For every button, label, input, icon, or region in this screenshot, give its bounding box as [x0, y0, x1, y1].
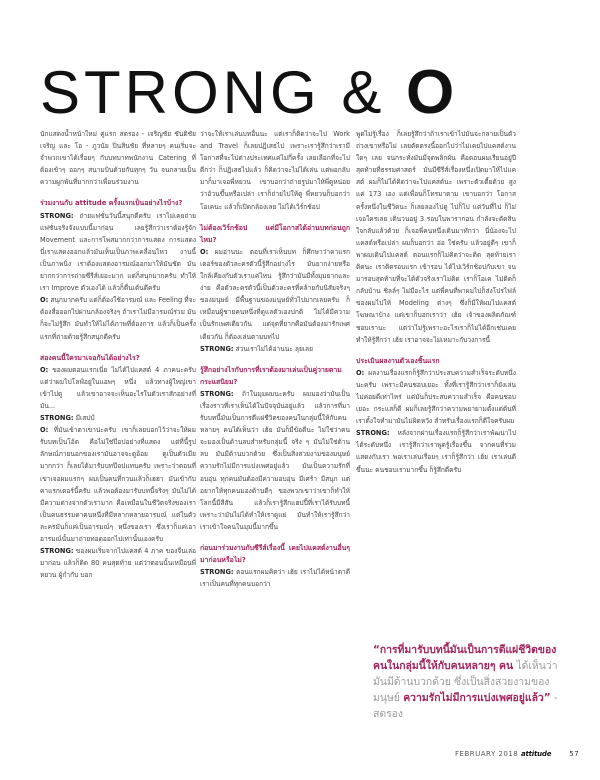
- interview-answer: [200, 566, 350, 590]
- interview-answer: [356, 367, 516, 427]
- interview-question: ร่วมงานกับ attitude ครั้งแรกเป็นอย่างไรบ้าง?: [40, 199, 183, 208]
- pull-quote-highlight-1: “การที่มารับบทนี้มันเป็นการตีแผ่ชีวิตของคนในกลุ่มนี้ให้กับคนหลายๆ คน: [373, 644, 557, 672]
- speaker-label: STRONG:: [40, 547, 74, 556]
- answer-text: ผลงานเรื่องแรกก็รู้สึกว่าประสบความสำเร็จระดับหนึ่งนะครับ เพราะมีคนชอบเยอะ ทั้งที่เรารู้สึกว่าเราก็ยังเล่นไม่ค่อยดีเท่าไหร่ แต่มันก็ประสบความสำเร็จ คือคนชอบเยอะ กระแสก็ดี ผมก็เลยรู้สึกว่าความพยายามตั้งแต่ต้นที่เราตั้งใจทำมามันไม่ผิดหวัง สำหรับเรื่องแรกก็ดีใจครับผม: [356, 368, 516, 426]
- magazine-logo: attitude: [520, 750, 552, 758]
- article-column-1: [40, 128, 196, 581]
- interview-answer: [200, 343, 350, 355]
- interview-question: ประเมินผลงานตัวเองชิ้นแรก: [356, 356, 440, 365]
- issue-date: FEBRUARY 2018: [455, 750, 521, 758]
- speaker-label: STRONG:: [356, 429, 390, 438]
- speaker-label: O:: [40, 365, 49, 374]
- interview-answer: [40, 545, 196, 581]
- interview-question: ไม่ต้องเวิร์กช้อป แต่มีโอกาสได้อ่านบทก่อนถูกไหม?: [200, 223, 350, 244]
- speaker-label: STRONG:: [200, 568, 234, 577]
- article-title: [40, 58, 459, 127]
- speaker-label: O:: [356, 368, 365, 377]
- pull-quote-highlight-2: ความรักไม่มีการแบ่งเพศอยู่แล้ว”: [403, 692, 551, 704]
- answer-text: ถ่ายแฟชั่นวันนี้สนุกดีครับ เราไม่เคยถ่ายแฟชั่นจริงจังแบบนี้มาก่อน เลยรู้สึกว่าเราต้องรู้จัก Movement และการโพสมากกว่าการแสดง การแสดงนี่เราแสดงออกแล้วมันเห็นเป็นภาพเคลื่อนไหว งานนี้เป็นภาพนิ่ง เราต้องแสดงอารมณ์ออกมาให้มันชัด มันยากกว่าการถ่ายซีรีส์เยอะมาก แต่ก็สนุกมากครับ ทำให้เรา Improve ตัวเองได้ แล้วก็ตื่นเต้นดีครับ: [40, 211, 196, 293]
- title-accent: O: [406, 58, 459, 127]
- speaker-label: O:: [40, 296, 49, 305]
- interview-question: ก่อนมาร่วมงานกับซีรีส์เรื่องนี้ เคยไปแคสต์งานอื่นๆ มาก่อนหรือไม่?: [200, 544, 350, 565]
- interview-answer: [40, 424, 196, 545]
- interview-answer: [200, 388, 350, 533]
- answer-text: ส่วนเราไม่ได้อ่านนะ ลุยเลย: [233, 344, 313, 353]
- speaker-label: O:: [200, 247, 209, 256]
- answer-text: มีเสปป์: [73, 414, 95, 423]
- article-column-3: [356, 128, 516, 476]
- answer-text: ของผมตอนแรกเนี่ย ไม่ได้ไปแคสต์ 4 ภาคนะครับ แต่ว่าผมไปโลฟ์อยู่ในแอพๆ หนึ่ง แล้วทางผู้ใหญ่เขาเข้าไปดู แล้วเขาอาจจะเห็นอะไรในตัวเราสักอย่างที่มัน...: [40, 365, 196, 410]
- intro-paragraph: นักแสดงน้ำหน้าใหม่ คู่แรก สตรอง - เจริญชัย ชันติชัยเจริญ และ โอ - ภูวนัย ปิ่นสินชัย ที่หลายๆ คนเริ่มจะจำพวกเขาได้เรื่อยๆ กับบทบาทพนักงาน Catering ที่ต้องเข้าๆ ออกๆ สนามบินด้วยกันทุกๆ วัน จนกลายเป็นความผูกพันที่มากกว่าเพื่อนร่วมงาน: [40, 130, 196, 187]
- interview-answer: [356, 427, 516, 475]
- answer-text: ผมอ่านนะ ตอนที่เราเห็นบท ก็ศึกษาว่าคาแรกเตอร์ของตัวละครตัวนี้รู้สึกอย่างไร มันยากง่ายหรือใกล้เคียงกับตัวเราแค่ไหน รู้สึกว่ามันมีทั้งมุมยากและง่าย คือตัวละครตัวนี้เป็นตัวละครที่คล้ายกับนิสัยจริงๆ ของมนุษย์ มีพื้นฐานของมนุษย์ทั่วไปมากเลยครับ ก็เหมือนผู้ชายคนหนึ่งที่ดูแลตัวเองปกติ ไม่ได้มีความเป็นรักเพศเดียวกัน แต่จุดที่ยากคือมันต้องมารักเพศเดียวกัน ก็ต้องเล่นตามบทไป: [200, 247, 350, 341]
- interview-answer: [40, 294, 196, 342]
- answer-text: หลังจากผ่านเรื่องแรกก็รู้สึกว่าเราพัฒนาไปได้ระดับหนึ่ง เรารู้สึกว่าเราพูดรู้เรื่องขึ้น จากคนที่ร่วมแสดงกับเรา พอเราเล่นเรื่อยๆ เราก็รู้สึกว่า เฮ้ย เราเล่นดีขึ้นนะ คนชอบเรามากขึ้น ก็รู้สึกดีครับ: [356, 429, 516, 474]
- intro-paragraph: ว่าจะให้เราเล่นบทอื่นนะ แต่เราก็ติดว่าจะไป Work and Travel ก็เลยปฏิเสธไป เพราะเรารู้สึกว่าเรามีโอกาสที่จะไปต่างประเทศแค่ไม่กี่ครั้ง เลยเลือกที่จะไปดีกว่า ก็ปฏิเสธไปแล้ว ก็คิดว่าจะไม่ได้เล่น แต่พอกลับมาก็มาเจอพี่หยวน เขาบอกว่าถ่ายรูปมาให้พี่ดูหน่อยว่าอ้วนขึ้นหรือเปล่า เราก็ถ่ายไปให้ดู พี่หยวนก็บอกว่า โอเคนะ แล้วก็เปิดกล้องเลย ไม่ได้เวิร์กช้อป: [200, 130, 350, 211]
- answer-text: ของผมเริ่มจากไปแคสต์ 4 ภาค ของจีนเล่อมาก่อน แล้วก็ติด 80 คนสุดท้าย แต่ว่าตอนนั้นเหมือนพี่หยวน ผู้กำกับ บอก: [40, 547, 196, 580]
- answer-text: ถ้าในมุมผมนะครับ ผมมองว่ามันเป็นเรื่องราวที่เราเห็นได้ในปัจจุบันอยู่แล้ว แล้วการที่มารับบทนี้มันเป็นการตีแผ่ชีวิตของคนในกลุ่มนี้ให้กับคนหลายๆ คนได้เห็นว่า เฮ้ย มันก็มีข้อดีนะ ไม่ใช่ว่าคนจะมองเป็นด้านลบสำหรับกลุ่มนี้ จริง ๆ มันไม่ใช่ด้านลบ มันมีด้านบวกด้วย ซึ่งเป็นสิ่งสวยงามของมนุษย์ ความรักไม่มีการแบ่งเพศอยู่แล้ว มันเป็นความรักที่อบอุ่น ทุกคนมันต้องมีความอบอุ่น มีเศร้า มีสนุก แต่อยากให้ทุกคนมองด้านดีๆ ของพวกเขาว่าเขาก็ทำให้โลกนี้มีสีสัน แล้วก็เรารู้สึกแฮปปี้ที่เราได้รับบทนี้ เพราะว่ามันไม่ได้ทำให้เราดูแย่ มันทำให้เรารู้สึกว่าเราเข้าใจคนในมุมนี้มากขึ้น: [200, 389, 350, 531]
- page-footer: [455, 750, 579, 758]
- speaker-label: O:: [40, 426, 49, 435]
- interview-question: สองคนนี้ใครมาเจอกันได้อย่างไร?: [40, 353, 140, 362]
- interview-answer: [40, 412, 196, 424]
- interview-answer: [200, 246, 350, 343]
- pull-quote-credit: - สตรอง: [373, 692, 558, 720]
- speaker-label: STRONG:: [200, 344, 234, 353]
- pull-quote: [373, 642, 563, 722]
- speaker-label: STRONG:: [200, 389, 234, 398]
- answer-text: ตอนแรกผมคิดว่า เฮ้ย เราไม่ได้หน้าตาดี เราเป็นคนที่ทุกคนบอกว่า: [200, 568, 350, 589]
- answer-text: ที่มันเข้าตาเขาน่ะครับ เขาก็เลยบอกไว้ว่าจะให้ผมรับบทเป็นโอ้ต คือไม่ใช่ป๊อปอย่างที่แสดง แต่ที่นี้รูปลักษณ์ภายนอกของเรามันอาจจะดูอ้อย ดูเป็นตัวเมียมากกว่า ก็เลยได้มารับบทป๊อปแทนครับ เพราะว่าตอนที่เขาเจอผมแรกๆ ผมเป็นคนที่กวนแล้วก็เฮฮา มันเข้ากับคาแรกเตอร์นี้ครับ แล้วพอต้องมารับบทนี้จริงๆ มันไม่ได้มีความต่างจากตัวเรามาก คือเหมือนในชีวิตจริงของเรา เป็นคนธรรมดาคนหนึ่งที่มีหลากหลายอารมณ์ แต่ในตัวละครมันก็แค่เป็นอารมณ์ๆ หนึ่งของเรา ซึ่งเราก็แค่เอาอารมณ์นั้นมาถ่ายทอดออกไปเท่านั้นเองครับ: [40, 426, 196, 543]
- interview-question: รู้สึกอย่างไรกับการที่เราต้องมาเล่นเป็นคู่วายตามกระแสนิยม?: [200, 365, 342, 386]
- intro-paragraph: พูดไม่รู้เรื่อง ก็เลยรู้สึกว่าถ้าเราเข้าไปมันจะกลายเป็นตัวถ่วงเขาหรือไม่ เลยตัดตรงนี้ออกไปว่าไม่เคยไปแคสต์งานใดๆ เลย จนกระทั่งมันมีจุดพลิกผัน คือตอนผมเรียนอยู่ปีสุดท้ายที่ธรรมศาสตร์ มันมีซีรีส์เรื่องหนึ่งเปิดมาให้ไปแคสต์ ผมก็ไม่ได้คิดว่าจะไปแคสต์นะ เพราะตัวเตี้ยด้วย สูงแค่ 173 เอง แต่เพื่อนก็โทรมาตาม เขาบอกว่า โอกาสครั้งหนึ่งในชีวิตนะ ก็เลยลองไปดู ไปก็ไป แต่วันที่ไป ก็ไม่เจอใครเลย เดินวนอยู่ 3 รอบในพารากอน กำลังจะตัดสินใจกลับแล้วด้วย ก็เจอพี่คนหนึ่งเดินมาทักว่า นี่น้องจะไปแคสต์หรือเปล่า ผมก็บอกว่า อ่อ ใช่ครับ แล้วอยู่ดีๆ เขาก็พาผมเดินไปแคสต์ ตอนแรกก็ไม่คิดว่าจะติด สุดท้ายเราติดนะ เราติดรอบแรก เข้ารอบ ได้ไปเวิร์กช้อปกับเขา จนมารอบสุดท้ายที่จะได้ตัวจริงเราไม่ติด เราก็โอเค ไม่ติดก็กลับบ้าน ชิลล์ๆ ไม่มีอะไร แต่พี่คนที่พาผมไปก็ส่งโปรไฟล์ของผมไปให้ Modeling ต่างๆ ซึ่งก็มีให้ผมไปแคสต์โฆษณาบ้าง แต่เขาก็บอกเราว่า เฮ้ย เจ้าของผลิตภัณฑ์ชอบเรานะ แต่ว่าไม่รู้เพราะอะไรเราก็ไม่ได้อีกเช่นเคย ทำให้รู้สึกว่า เฮ้ย เราอาจจะไม่เหมาะกับวงการนี้: [356, 130, 516, 344]
- title-main: STRONG &: [40, 59, 407, 126]
- page-number: 57: [569, 750, 580, 758]
- interview-answer: [40, 364, 196, 412]
- pull-quote-body: ได้เห็นว่า มันมีด้านบวกด้วย ซึ่งเป็นสิ่งสวยงามของมนุษย์: [373, 660, 558, 704]
- speaker-label: STRONG:: [40, 414, 74, 423]
- article-column-2: [200, 128, 350, 590]
- speaker-label: STRONG:: [40, 211, 74, 220]
- interview-answer: [40, 210, 196, 295]
- answer-text: สนุกมากครับ แต่ก็ต้องใช้อารมณ์ และ Feeling ที่จะต้องสื่อออกไปผ่านกล้องจริงๆ ถ้าเราไม่มีอารมณ์ร่วม มันก็จะไม่รู้สึก มันทำให้ไม่ได้ภาพที่ต้องการ แล้วก็เป็นครั้งแรกที่ถ่ายด้วยรู้สึกสนุกดีครับ: [40, 296, 196, 341]
